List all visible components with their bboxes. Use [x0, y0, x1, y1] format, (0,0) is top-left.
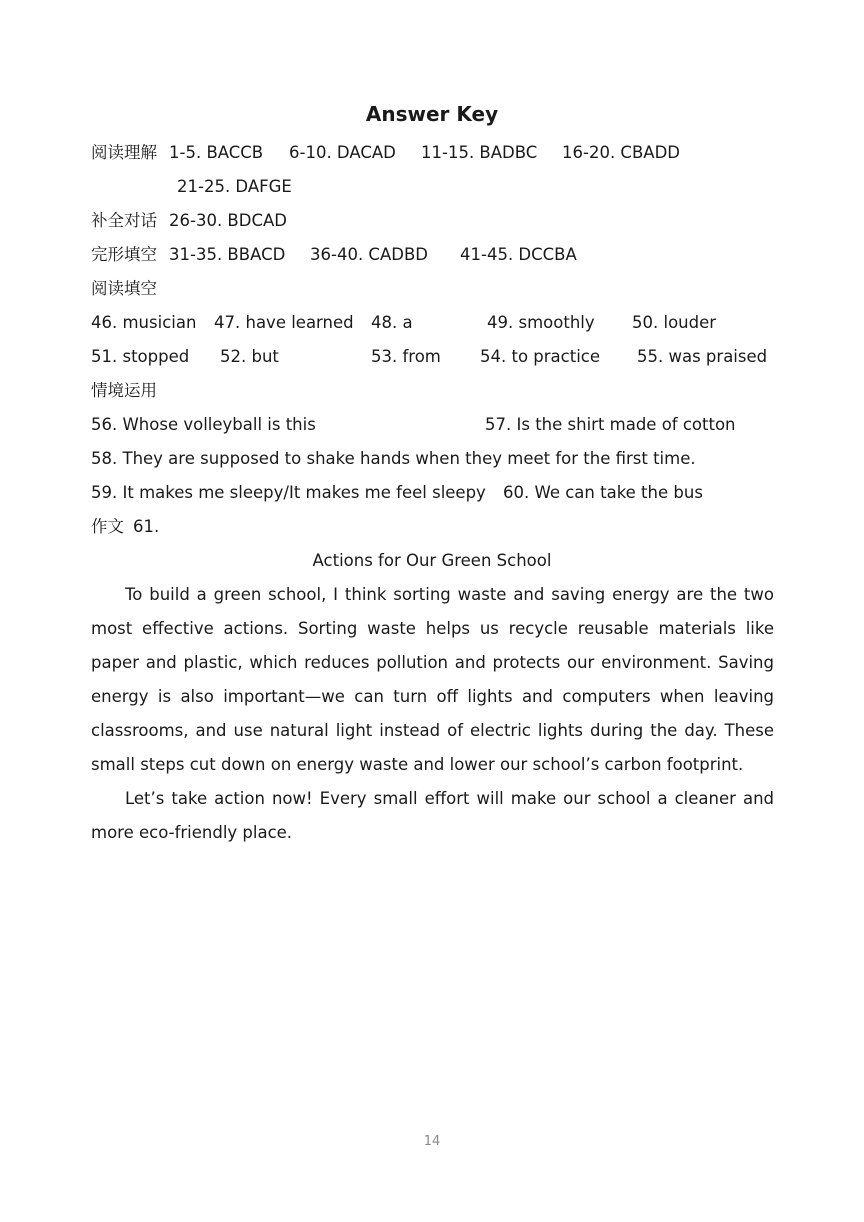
- cloze-section: [91, 238, 791, 272]
- reading-answer-2: 6-10. DACAD: [289, 143, 396, 162]
- reading-answer-3: 11-15. BADBC: [421, 143, 538, 162]
- fill-row1: [91, 306, 791, 340]
- cloze-answer-2: 36-40. CADBD: [310, 245, 428, 264]
- essay-title: Actions for Our Green School: [312, 551, 552, 570]
- writing-question-number: 61.: [133, 517, 160, 536]
- page-number: 14: [423, 1134, 441, 1149]
- situational-answer-59: 59. It makes me sleepy/It makes me feel sleepy: [91, 483, 486, 502]
- writing-section-label: 作文: [91, 517, 124, 536]
- reading-answer-5: 21-25. DAFGE: [177, 177, 292, 196]
- fill-answer-54: 54. to practice: [480, 347, 601, 366]
- dialogue-section-label: 补全对话: [91, 211, 157, 230]
- reading-section-row2: [91, 170, 791, 204]
- situational-answer-56: 56. Whose volleyball is this: [91, 415, 316, 434]
- fill-section-label: 阅读填空: [91, 279, 157, 298]
- situational-row2: [91, 442, 791, 476]
- situational-answer-60: 60. We can take the bus: [503, 483, 703, 502]
- reading-section-row1: [91, 136, 791, 170]
- cloze-answer-3: 41-45. DCCBA: [460, 245, 577, 264]
- cloze-section-label: 完形填空: [91, 245, 157, 264]
- essay-paragraph-1: To build a green school, I think sorting waste and saving energy are the two most effective actions. Sorting waste helps us recycle reusable materials like paper and plastic, which reduces pollution and protects our environment. Saving energy is also important—we can turn off lights and computers when leaving classrooms, and use natural light instead of electric lights during the day. These small steps cut down on energy waste and lower our school’s carbon footprint.: [91, 585, 774, 774]
- writing-section: [91, 510, 791, 544]
- reading-section-label: 阅读理解: [91, 143, 157, 162]
- reading-answer-1: 1-5. BACCB: [169, 143, 264, 162]
- fill-answer-50: 50. louder: [632, 313, 717, 332]
- fill-answer-47: 47. have learned: [214, 313, 354, 332]
- dialogue-answer: 26-30. BDCAD: [169, 211, 287, 230]
- fill-answer-53: 53. from: [371, 347, 441, 366]
- fill-section: [91, 272, 791, 306]
- situational-row3: [91, 476, 791, 510]
- situational-row1: [91, 408, 791, 442]
- situational-section-label: 情境运用: [91, 381, 157, 400]
- fill-answer-51: 51. stopped: [91, 347, 190, 366]
- fill-answer-52: 52. but: [220, 347, 279, 366]
- fill-answer-46: 46. musician: [91, 313, 197, 332]
- essay-paragraph-2: Let’s take action now! Every small effort will make our school a cleaner and more eco-friendly place.: [91, 789, 774, 842]
- reading-answer-4: 16-20. CBADD: [562, 143, 680, 162]
- fill-row2: [91, 340, 791, 374]
- fill-answer-48: 48. a: [371, 313, 413, 332]
- situational-section: [91, 374, 791, 408]
- situational-answer-57: 57. Is the shirt made of cotton: [485, 415, 736, 434]
- dialogue-section: [91, 204, 791, 238]
- fill-answer-49: 49. smoothly: [487, 313, 595, 332]
- situational-answer-58: 58. They are supposed to shake hands when they meet for the first time.: [91, 449, 696, 468]
- page-title: Answer Key: [365, 102, 499, 126]
- fill-answer-55: 55. was praised: [637, 347, 768, 366]
- cloze-answer-1: 31-35. BBACD: [169, 245, 286, 264]
